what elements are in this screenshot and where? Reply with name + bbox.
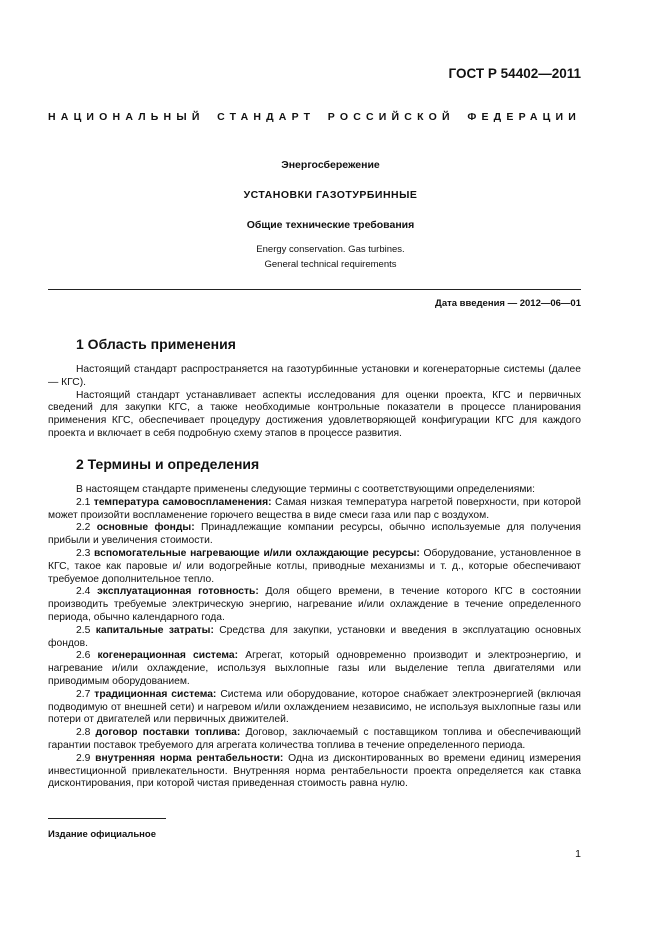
section-1-heading: 1 Область применения — [76, 336, 236, 352]
term-entry — [48, 522, 581, 548]
term-entry — [48, 625, 581, 651]
paragraph: Настоящий стандарт устанавливает аспекты исследования для оценки проекта, КГС и первичных сведений для закупки КГС, а также необходимые контрольные показатели в процессе планирования применения КГС, обеспечивает процедуру достижения удовлетворяющей конфигурации КГС для каждого проекта и включает в себя подробную схему этапов в процессе развития. — [48, 389, 581, 439]
section-2-body — [48, 484, 581, 791]
term-definition: Система или оборудование, которое снабжает электроэнергией (включая подводимую от внешней сети) и нагревом и/или охлаждением независимо, не используя выхлопные газы или потери от двигателей или первичных движителей. — [48, 688, 581, 726]
introduction-date: Дата введения — 2012—06—01 — [435, 298, 581, 309]
term-number: 2.8 — [76, 727, 91, 739]
section-1-body — [48, 364, 581, 441]
term-entry — [48, 727, 581, 753]
term-number: 2.7 — [76, 688, 91, 700]
term-entry — [48, 753, 581, 791]
term-name: эксплуатационная готовность: — [97, 586, 259, 598]
term-definition: Договор, заключаемый с поставщиком топлива и обеспечивающий гарантии поставок требуемого для агрегата количества топлива в течение определенного периода. — [48, 727, 581, 751]
term-definition: Принадлежащие компании ресурсы, обычно используемые для получения прибыли и увеличения стоимости. — [48, 522, 581, 547]
term-number: 2.2 — [76, 522, 91, 534]
term-name: капитальные затраты: — [95, 624, 214, 636]
header-divider — [48, 289, 581, 290]
term-number: 2.4 — [76, 586, 91, 598]
term-number: 2.3 — [76, 547, 91, 559]
english-title-line-1: Energy conservation. Gas turbines. — [256, 244, 405, 255]
term-definition: Средства для закупки, установки и введения в эксплуатацию основных фондов. — [48, 624, 581, 649]
section-2-heading: 2 Термины и определения — [76, 456, 260, 472]
official-edition-note: Издание официальное — [48, 829, 156, 840]
term-definition: Самая низкая температура нагретой поверхности, при которой может произойти воспламенение горючего вещества в виде смеси газа или пар с воздухом. — [48, 496, 582, 521]
term-name: внутренняя норма рентабельности: — [95, 752, 284, 764]
term-name: температура самовоспламенения: — [93, 496, 272, 508]
term-definition: Агрегат, который одновременно производит и электроэнергию, и нагревание и/или охлаждение, используя выхлопные газы или выделение тепла двигателями или приводимым оборудованием. — [48, 650, 581, 687]
term-entry — [48, 689, 581, 727]
term-number: 2.9 — [76, 752, 91, 764]
term-entry — [48, 548, 581, 586]
term-name: основные фонды: — [96, 522, 195, 534]
term-name: когенерационная система: — [97, 650, 239, 662]
term-name: договор поставки топлива: — [95, 727, 241, 739]
term-number: 2.6 — [76, 650, 91, 662]
footer-divider — [48, 818, 166, 819]
term-name: традиционная система: — [94, 688, 217, 700]
document-title: УСТАНОВКИ ГАЗОТУРБИННЫЕ — [243, 189, 418, 201]
term-entry — [48, 586, 581, 624]
document-subtitle: Общие технические требования — [246, 219, 415, 231]
paragraph: Настоящий стандарт распространяется на газотурбинные установки и когенераторные системы (далее — КГС). — [48, 364, 581, 388]
standard-code: ГОСТ Р 54402—2011 — [448, 66, 581, 81]
document-subject: Энергосбережение — [281, 159, 380, 171]
term-entry — [48, 497, 581, 523]
national-standard-heading: НАЦИОНАЛЬНЫЙ СТАНДАРТ РОССИЙСКОЙ ФЕДЕРАЦИИ — [48, 111, 581, 123]
term-entry — [48, 650, 581, 688]
english-title-line-2: General technical requirements — [264, 259, 397, 270]
term-definition: Оборудование, установленное в КГС, такое как паровые и/ или водогрейные котлы, приводные механизмы и т. д., которые обеспечивают требуемое дополнительное тепло. — [48, 547, 581, 585]
term-number: 2.1 — [76, 496, 91, 508]
page-number: 1 — [575, 848, 581, 860]
term-name: вспомогательные нагревающие и/или охлаждающие ресурсы: — [94, 547, 420, 559]
paragraph: В настоящем стандарте применены следующие термины с соответствующими определениями: — [76, 484, 536, 495]
term-number: 2.5 — [76, 624, 91, 636]
term-definition: Доля общего времени, в течение которого КГС в состоянии производить требуемые электрическую энергию, нагревание и/или охлаждение в течение определенного периода, обычно календарного года. — [48, 586, 581, 623]
term-definition: Одна из дисконтированных во времени единиц измерения инвестиционной привлекательности. Внутренняя норма рентабельности проекта определяется как ставка дисконтирования, при которой чистая приведенная стоимость равна нулю. — [48, 752, 581, 790]
